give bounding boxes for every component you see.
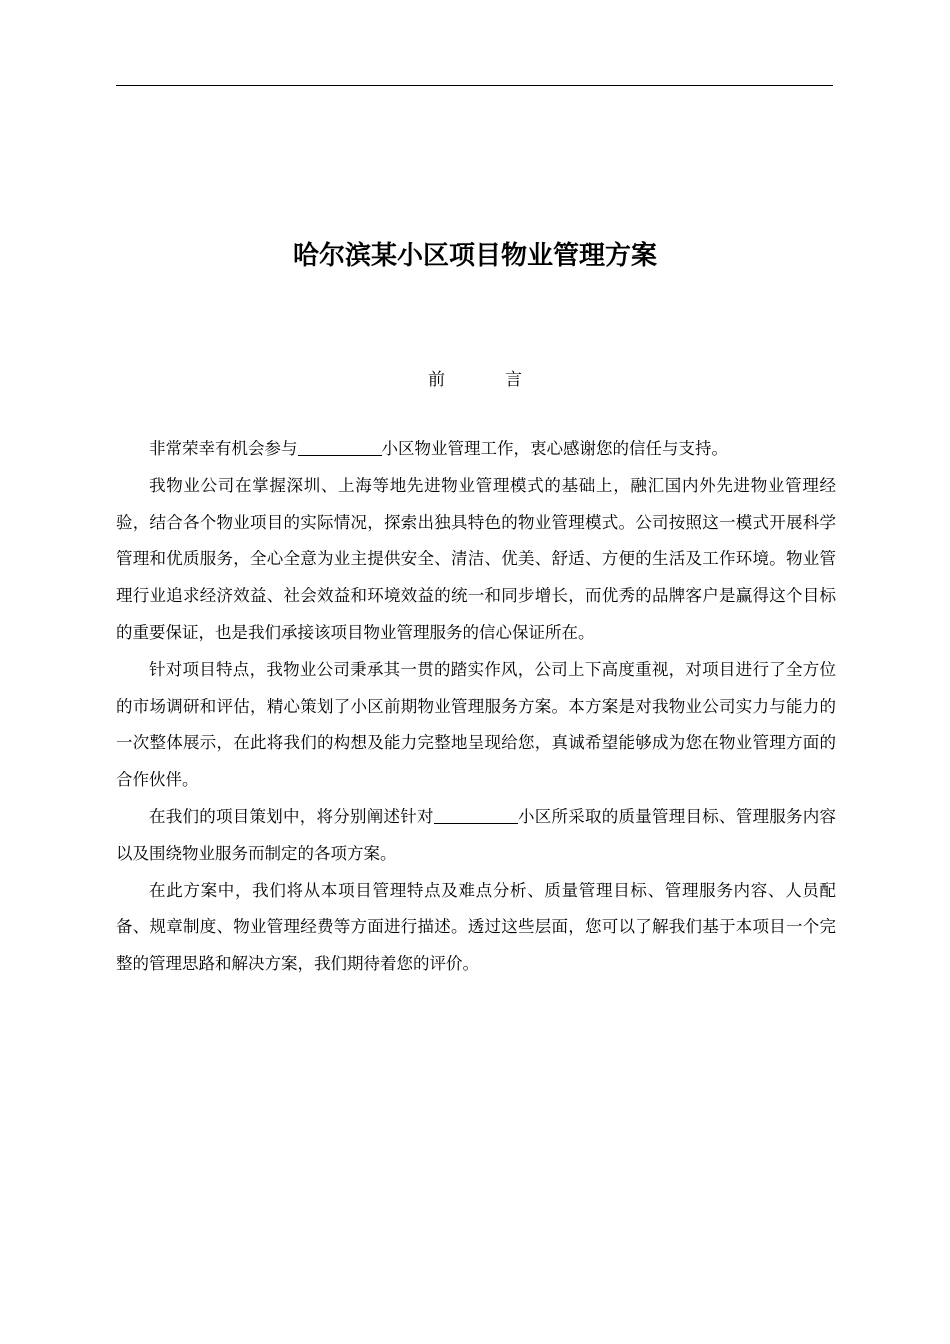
paragraph-1 xyxy=(116,431,836,468)
paragraph-5: 在此方案中，我们将从本项目管理特点及难点分析、质量管理目标、管理服务内容、人员配备、规章制度、物业管理经费等方面进行描述。透过这些层面，您可以了解我们基于本项目一个完整的管理思路和解决方案，我们期待着您的评价。 xyxy=(116,880,836,974)
section-heading: 前言 xyxy=(428,370,582,390)
paragraph-3: 针对项目特点，我物业公司秉承其一贯的踏实作风，公司上下高度重视，对项目进行了全方位的市场调研和评估，精心策划了小区前期物业管理服务方案。本方案是对我物业公司实力与能力的一次整体展示，在此将我们的构想及能力完整地呈现给您，真诚希望能够成为您在物业管理方面的合作伙伴。 xyxy=(116,659,836,790)
document-body xyxy=(116,431,836,983)
fill-in-blank xyxy=(434,806,518,824)
paragraph-4 xyxy=(116,799,836,873)
paragraph-2: 我物业公司在掌握深圳、上海等地先进物业管理模式的基础上，融汇国内外先进物业管理经验，结合各个物业项目的实际情况，探索出独具特色的物业管理模式。公司按照这一模式开展科学管理和优质服务，全心全意为业主提供安全、清洁、优美、舒适、方便的生活及工作环境。物业管理行业追求经济效益、社会效益和环境效益的统一和同步增长，而优秀的品牌客户是赢得这个目标的重要保证，也是我们承接该项目物业管理服务的信心保证所在。 xyxy=(116,475,836,642)
paragraph-1-text-start: 非常荣幸有机会参与 xyxy=(149,439,298,458)
document-title: 哈尔滨某小区项目物业管理方案 xyxy=(292,241,657,271)
paragraph-1-text-end: 小区物业管理工作，衷心感谢您的信任与支持。 xyxy=(381,439,728,458)
fill-in-blank xyxy=(298,439,382,457)
paragraph-4-text-end: 小区所采取的质量管理目标、管理服务内容以及围绕物业服务而制定的各项方案。 xyxy=(116,806,836,863)
header-rule xyxy=(116,85,833,86)
paragraph-4-text-start: 在我们的项目策划中，将分别阐述针对 xyxy=(149,806,434,826)
